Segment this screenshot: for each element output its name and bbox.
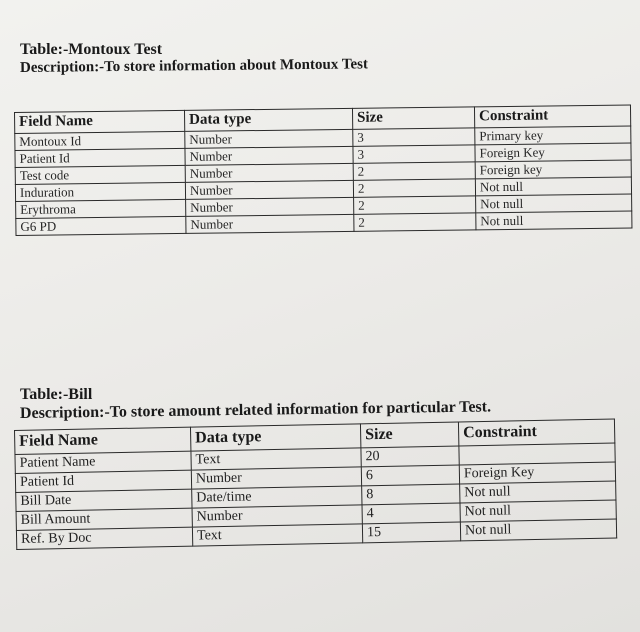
header-size: Size: [360, 422, 458, 448]
cell-data-type: Text: [191, 448, 361, 470]
cell-size: 8: [362, 484, 460, 505]
cell-field-name: Erythroma: [16, 199, 186, 218]
cell-size: 2: [353, 179, 475, 197]
cell-constraint: Not null: [475, 177, 631, 196]
table2-description: Description:-To store amount related information for particular Test.: [19, 398, 492, 422]
cell-field-name: Montoux Id: [15, 131, 185, 150]
cell-data-type: Number: [185, 129, 353, 148]
cell-data-type: Text: [192, 524, 362, 546]
cell-size: 4: [362, 503, 460, 524]
table2-title: Table:-Bill: [20, 386, 93, 403]
cell-constraint: Foreign Key: [459, 462, 615, 484]
cell-constraint: Foreign key: [475, 160, 631, 179]
header-data-type: Data type: [184, 108, 352, 131]
cell-size: 6: [361, 465, 459, 486]
table1-title: Table:-Montoux Test: [20, 41, 163, 58]
cell-data-type: Number: [185, 180, 353, 199]
cell-field-name: Patient Id: [15, 148, 185, 167]
table1-description: Description:-To store information about Montoux Test: [19, 56, 368, 76]
cell-size: 15: [362, 522, 460, 543]
header-data-type: Data type: [190, 424, 360, 451]
cell-data-type: Number: [192, 505, 362, 527]
cell-data-type: Date/time: [192, 486, 362, 508]
header-field-name: Field Name: [15, 427, 191, 454]
cell-constraint: Foreign Key: [475, 143, 631, 162]
cell-constraint: Not null: [476, 194, 632, 213]
cell-data-type: Number: [191, 467, 361, 489]
cell-size: 2: [354, 213, 476, 231]
header-field-name: Field Name: [15, 110, 185, 133]
cell-field-name: Ref. By Doc: [16, 527, 192, 549]
header-constraint: Constraint: [458, 419, 614, 446]
cell-data-type: Number: [186, 214, 354, 233]
cell-field-name: Bill Amount: [16, 508, 192, 530]
cell-field-name: Patient Name: [15, 451, 191, 473]
cell-constraint: Primary key: [475, 126, 631, 145]
cell-size: 2: [353, 162, 475, 180]
cell-size: 20: [361, 446, 459, 467]
cell-field-name: Test code: [15, 165, 185, 184]
cell-data-type: Number: [185, 163, 353, 182]
bill-table: [14, 418, 617, 550]
cell-data-type: Number: [185, 146, 353, 165]
cell-field-name: Induration: [15, 182, 185, 201]
cell-constraint: Not null: [476, 211, 632, 230]
header-constraint: Constraint: [474, 105, 630, 128]
cell-field-name: Patient Id: [15, 470, 191, 492]
cell-constraint: Not null: [460, 500, 616, 522]
cell-field-name: Bill Date: [16, 489, 192, 511]
cell-field-name: G6 PD: [16, 216, 186, 235]
cell-data-type: Number: [186, 197, 354, 216]
cell-size: 3: [353, 145, 475, 163]
header-size: Size: [352, 107, 474, 129]
cell-constraint: Not null: [460, 481, 616, 503]
cell-constraint: Not null: [460, 519, 616, 541]
montoux-test-table: [14, 104, 632, 236]
cell-size: 3: [353, 128, 475, 146]
cell-size: 2: [354, 196, 476, 214]
